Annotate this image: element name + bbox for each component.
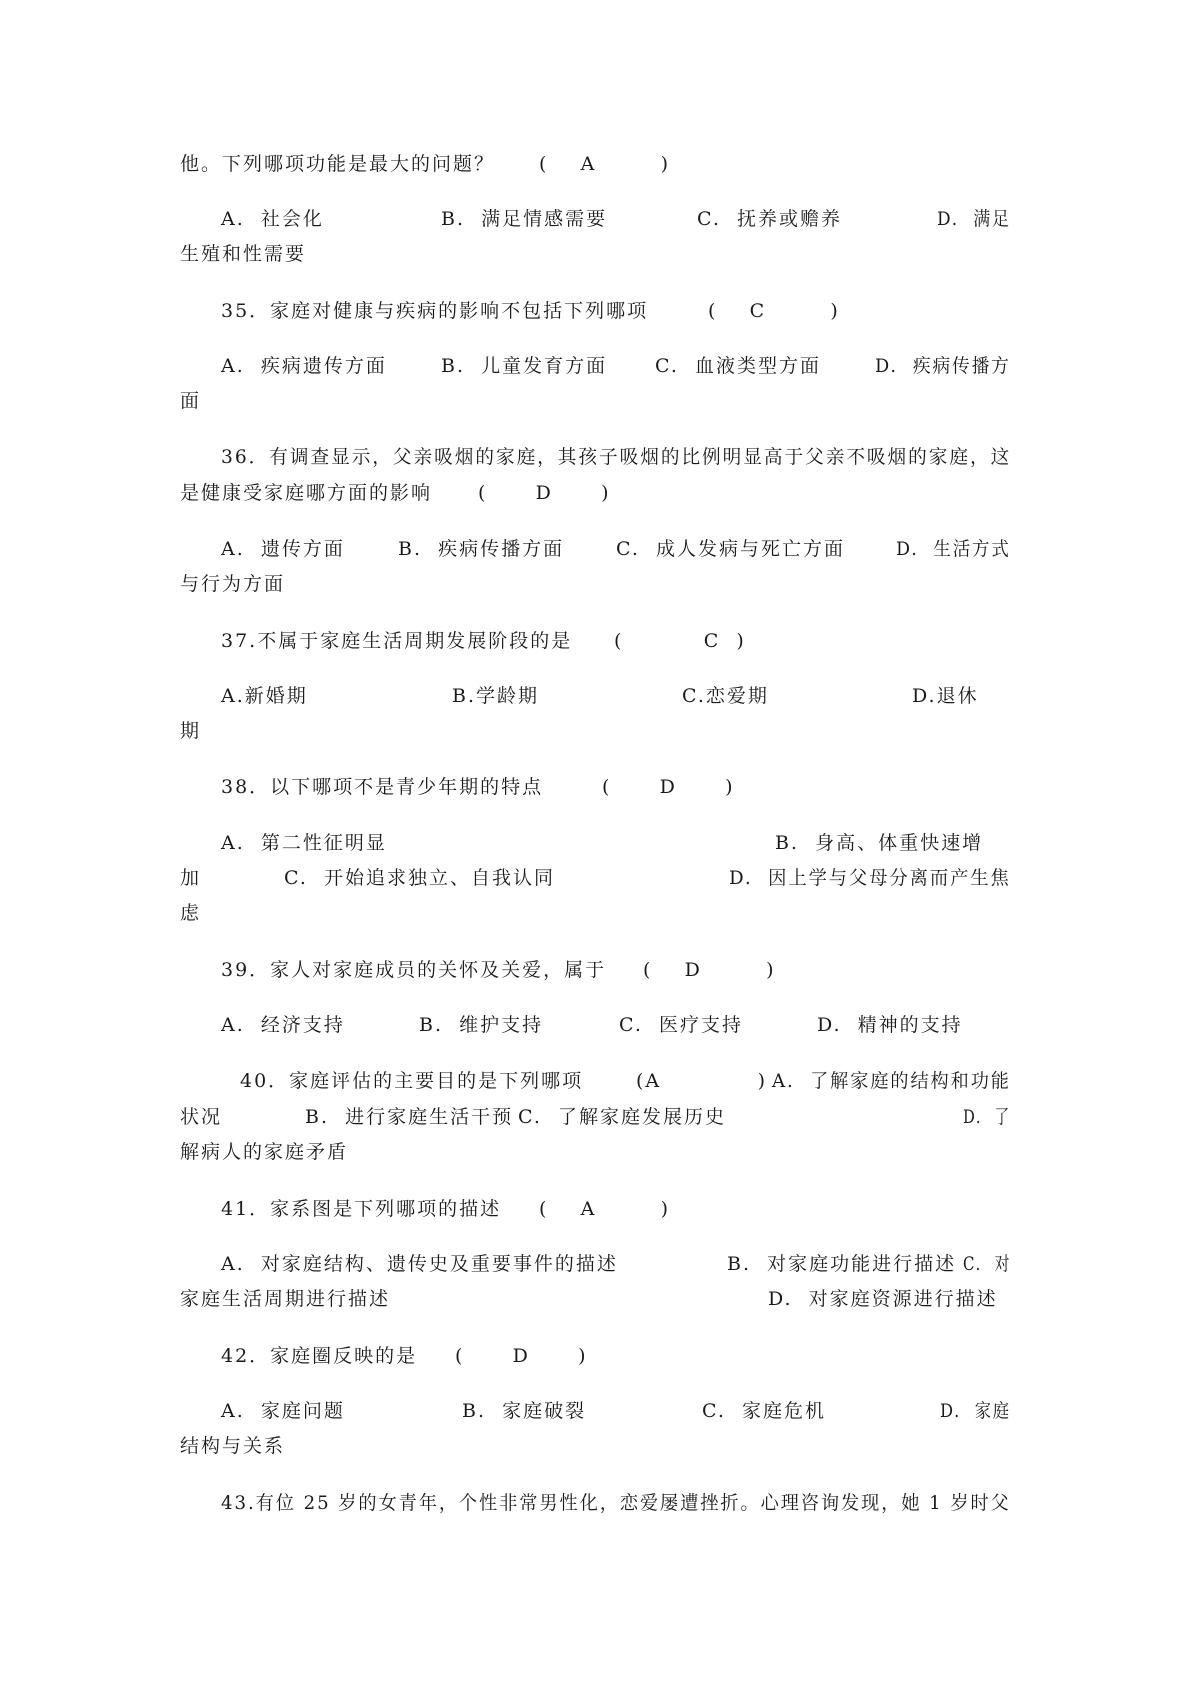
question-stem: 41．家系图是下列哪项的描述 bbox=[221, 1198, 502, 1220]
option-c: C. 开始追求独立、自我认同 bbox=[284, 867, 555, 889]
option-c: C. 医疗支持 bbox=[619, 1014, 743, 1036]
option-a: A. 遗传方面 bbox=[221, 538, 345, 560]
answer-key: ( A ) bbox=[539, 1198, 671, 1220]
option-a: A. 家庭问题 bbox=[221, 1400, 345, 1422]
answer-key: ( C ) bbox=[708, 300, 840, 322]
answer-key: (A ) bbox=[636, 1070, 768, 1092]
option-b: B.学龄期 bbox=[452, 685, 540, 707]
option-d: D. 家庭 bbox=[940, 1400, 1011, 1422]
option-d-continued: 期 bbox=[180, 720, 202, 742]
answer-key: ( C ) bbox=[614, 630, 746, 652]
option-b-continued: 加 bbox=[180, 867, 202, 889]
answer-key: ( D ) bbox=[478, 482, 611, 504]
option-b: B. 儿童发育方面 bbox=[441, 355, 608, 377]
option-c: C.恋爱期 bbox=[682, 685, 769, 707]
option-d: D. 精神的支持 bbox=[817, 1014, 963, 1036]
option-a: A. 第二性征明显 bbox=[221, 832, 387, 854]
option-d-continued: 虑 bbox=[180, 902, 202, 924]
question-stem: 38．以下哪项不是青少年期的特点 bbox=[221, 776, 544, 798]
option-d: D. 了 bbox=[963, 1106, 1011, 1128]
answer-key: ( D ) bbox=[602, 776, 735, 798]
option-a: A. 经济支持 bbox=[221, 1014, 345, 1036]
question-stem-continued: 是健康受家庭哪方面的影响 bbox=[180, 482, 433, 504]
option-b: B. 满足情感需要 bbox=[441, 208, 608, 230]
option-c: C. 家庭危机 bbox=[702, 1400, 826, 1422]
answer-key: ( D ) bbox=[643, 959, 776, 981]
option-a: A. 了解家庭的结构和功能 bbox=[772, 1070, 1011, 1092]
option-a-continued: 状况 bbox=[180, 1106, 223, 1128]
question-stem: 40．家庭评估的主要目的是下列哪项 bbox=[240, 1070, 584, 1092]
question-stem: 42．家庭圈反映的是 bbox=[221, 1345, 418, 1367]
question-stem: 43.有位 25 岁的女青年，个性非常男性化，恋爱屡遭挫折。心理咨询发现，她 1 岁时父 bbox=[221, 1492, 1011, 1514]
option-c: C. 抚养或赡养 bbox=[697, 208, 842, 230]
option-a: A.新婚期 bbox=[221, 685, 308, 707]
question-stem: 36．有调查显示，父亲吸烟的家庭，其孩子吸烟的比例明显高于父亲不吸烟的家庭，这 bbox=[221, 446, 1012, 468]
option-d: D. 生活方式 bbox=[896, 538, 1011, 560]
option-b: B. 对家庭功能进行描述 bbox=[727, 1253, 957, 1275]
option-a: A. 疾病遗传方面 bbox=[221, 355, 387, 377]
option-d: D. 满足 bbox=[937, 208, 1011, 230]
option-c: C. 血液类型方面 bbox=[655, 355, 821, 377]
option-d-continued: 与行为方面 bbox=[180, 573, 286, 595]
option-c-continued: 家庭生活周期进行描述 bbox=[180, 1288, 391, 1310]
answer-key: ( D ) bbox=[455, 1345, 588, 1367]
option-b: B. 身高、体重快速增 bbox=[775, 832, 984, 854]
option-b: B. 维护支持 bbox=[419, 1014, 544, 1036]
option-d-continued: 面 bbox=[180, 390, 202, 412]
option-d: D. 疾病传播方 bbox=[875, 355, 1011, 377]
option-d: D. 因上学与父母分离而产生焦 bbox=[729, 867, 1011, 889]
option-d-continued: 生殖和性需要 bbox=[180, 243, 307, 265]
option-c: C. 成人发病与死亡方面 bbox=[616, 538, 845, 560]
answer-key: ( A ) bbox=[539, 153, 671, 175]
option-c: C. 对 bbox=[963, 1253, 1011, 1275]
option-b: B. 进行家庭生活干预 bbox=[305, 1106, 514, 1128]
option-d: D.退休 bbox=[912, 685, 979, 707]
option-a: A. 对家庭结构、遗传史及重要事件的描述 bbox=[221, 1253, 618, 1275]
option-d: D. 对家庭资源进行描述 bbox=[768, 1288, 998, 1310]
option-c: C. 了解家庭发展历史 bbox=[518, 1106, 726, 1128]
option-d-continued: 解病人的家庭矛盾 bbox=[180, 1141, 349, 1163]
option-a: A. 社会化 bbox=[221, 208, 324, 230]
question-stem: 35．家庭对健康与疾病的影响不包括下列哪项 bbox=[221, 300, 649, 322]
question-stem: 他。下列哪项功能是最大的问题？ bbox=[180, 153, 496, 175]
question-stem: 37.不属于家庭生活周期发展阶段的是 bbox=[221, 630, 573, 652]
option-b: B. 家庭破裂 bbox=[462, 1400, 587, 1422]
option-b: B. 疾病传播方面 bbox=[398, 538, 565, 560]
option-d-continued: 结构与关系 bbox=[180, 1435, 286, 1457]
question-stem: 39．家人对家庭成员的关怀及关爱，属于 bbox=[221, 959, 607, 981]
